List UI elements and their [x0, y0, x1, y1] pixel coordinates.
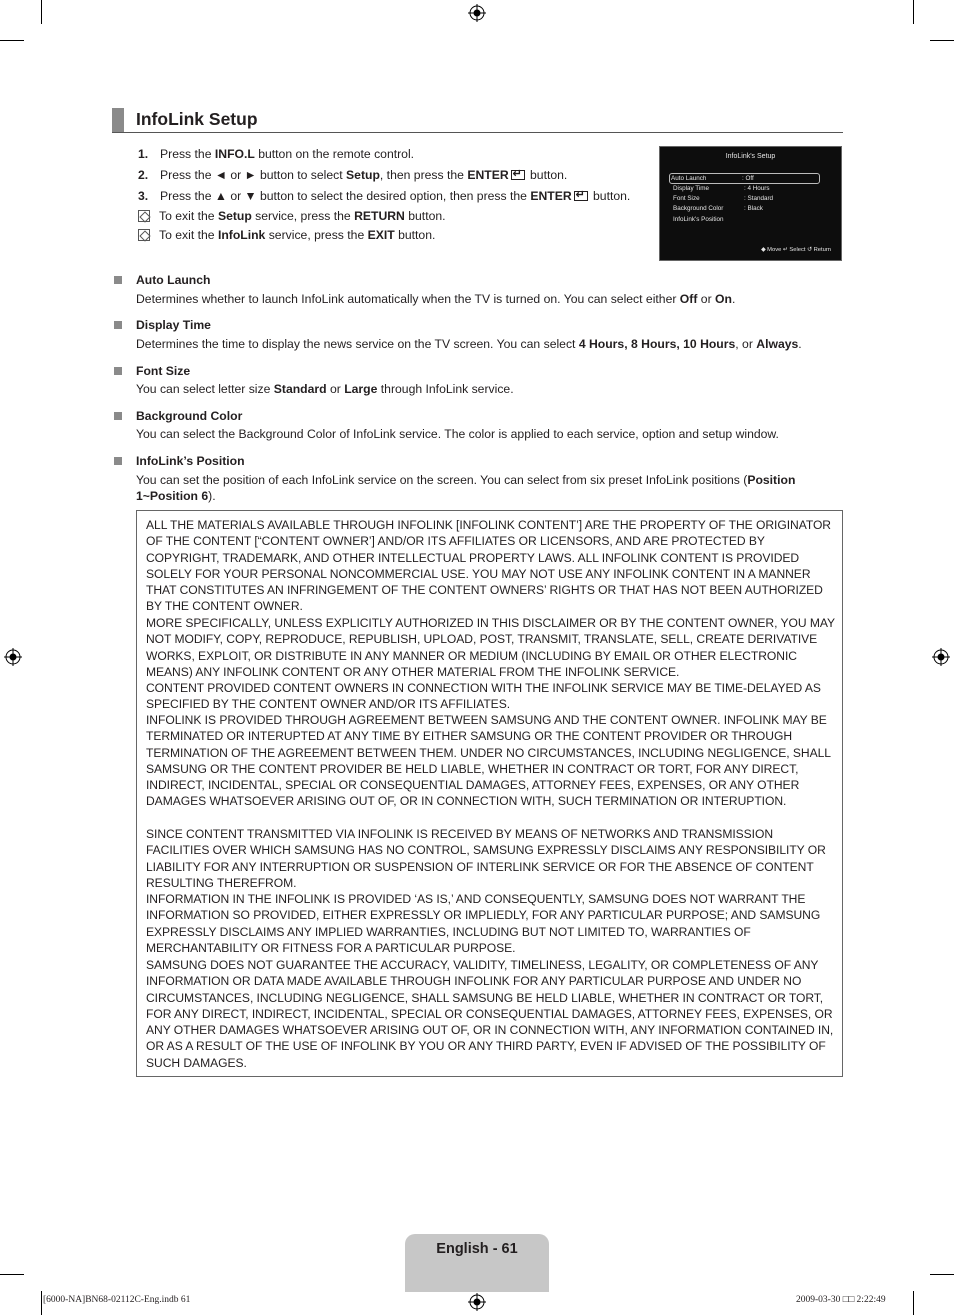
step-bold: INFO.L	[214, 147, 255, 161]
registration-mark-icon	[932, 648, 950, 666]
step-text: , then press the	[379, 168, 468, 182]
step-number: 3.	[138, 189, 149, 203]
disclaimer-paragraph: MORE SPECIFICALLY, UNLESS EXPLICITLY AUTHORIZED IN THIS DISCLAIMER OR BY THE CONTENT OWNER, YOU MAY NOT MODIFY, COPY, REPRODUCE, REPUBLISH, UPLOAD, POST, TRANSMIT, TRANSLATE, SELL, CREATE DERIVATIVE WORKS, EXPLOIT, OR DISTRIBUTE IN ANY MANNER OR MEDIUM (INCLUDING BY EMAIL OR OTHER ELECTRONIC MEANS) ANY INFOLINK CONTENT OR ANY OTHER MATERIAL FROM THE INFOLINK SERVICE.	[146, 616, 835, 679]
osd-value: : 4 Hours	[744, 185, 770, 192]
title-divider	[112, 132, 843, 133]
step-number: 2.	[138, 168, 149, 182]
step-text: Press the ◄ or ► button to select	[160, 168, 347, 182]
option-bold: Position 1~Position 6	[136, 473, 796, 504]
step-2	[138, 167, 567, 183]
step-1	[138, 146, 414, 162]
title-accent-bar	[112, 108, 124, 132]
bullet-icon	[114, 412, 122, 420]
step-text: Press the ▲ or ▼ button to select the desired option, then press the	[160, 189, 531, 203]
osd-infolink-setup-screen	[659, 146, 842, 261]
osd-value: : Standard	[744, 195, 774, 202]
print-file-info: [6000-NA]BN68-02112C-Eng.indb 61	[43, 1295, 191, 1305]
osd-value: : Black	[744, 205, 763, 212]
option-text: or	[326, 382, 345, 396]
disclaimer-paragraph: SAMSUNG DOES NOT GUARANTEE THE ACCURACY, VALIDITY, TIMELINESS, LEGALITY, OR COMPLETENESS OF ANY INFORMATION OR DATA MADE AVAILABLE THROUGH INFOLINK FOR ANY PARTICULAR PURPOSE AND UNDER NO CIRCUMSTANCES, INCLUDING NEGLIGENCE, SHALL SAMSUNG BE HELD LIABLE, WHETHER IN CONTRACT OR TORT, FOR ANY DIRECT, INDIRECT, INCIDENTAL, SPECIAL OR CONSEQUENTIAL DAMAGES, ATTORNEY FEES, EXPENSES, OR ANY OTHER DAMAGES WHATSOEVER ARISING OUT OF, OR IN CONNECTION WITH, ANY INFORMATION CONTAINED IN, OR AS A RESULT OF THE USE OF INFOLINK BY YOU OR ANY THIRD PARTY, EVEN IF ADVISED OF THE POSSIBILITY OF SUCH DAMAGES.	[146, 958, 834, 1070]
note-bold: EXIT	[367, 228, 395, 242]
option-heading: Background Color	[136, 409, 243, 423]
registration-mark-icon	[468, 4, 486, 22]
note-text: service, press the	[251, 209, 355, 223]
crop-mark	[41, 1291, 42, 1315]
option-heading: InfoLink’s Position	[136, 454, 245, 468]
note-text: button.	[394, 228, 436, 242]
step-text: button.	[589, 189, 631, 203]
option-text: or	[697, 292, 716, 306]
osd-key: Background Color	[673, 205, 724, 212]
print-timestamp: 2009-03-30 □□ 2:22:49	[796, 1295, 886, 1305]
osd-value: : Off	[742, 175, 754, 182]
option-heading: Auto Launch	[136, 273, 211, 287]
bullet-icon	[114, 457, 122, 465]
registration-mark-icon	[468, 1293, 486, 1311]
option-bold: Standard	[273, 382, 327, 396]
option-heading: Display Time	[136, 318, 211, 332]
option-bold: 4 Hours, 8 Hours, 10 Hours	[578, 337, 736, 351]
step-bold: ENTER	[530, 189, 572, 203]
crop-mark	[913, 0, 914, 24]
disclaimer-paragraph: CONTENT PROVIDED CONTENT OWNERS IN CONNECTION WITH THE INFOLINK SERVICE MAY BE TIME-DELAYED AS SPECIFIED BY THE CONTENT OWNER AND/OR ITS AFFILIATES.	[146, 681, 821, 712]
note-bold: InfoLink	[217, 228, 266, 242]
option-text: ).	[208, 489, 216, 504]
osd-key: Display Time	[673, 185, 710, 192]
step-3	[138, 188, 630, 204]
bullet-icon	[114, 321, 122, 329]
disclaimer-paragraph: INFOLINK IS PROVIDED THROUGH AGREEMENT BETWEEN SAMSUNG AND THE CONTENT OWNER. INFOLINK MAY BE TERMINATED OR INTERUPTED AT ANY TIME BY EITHER SAMSUNG OR THE CONTENT PROVIDER OR THROUGH TERMINATION OF THE AGREEMENT BETWEEN THEM. UNDER NO CIRCUMSTANCES, INCLUDING NEGLIGENCE, SHALL SAMSUNG OR THE CONTENT PROVIDER BE HELD LIABLE, WHETHER IN CONTRACT OR TORT, FOR ANY DIRECT, INDIRECT, INCIDENTAL, SPECIAL OR CONSEQUENTIAL DAMAGES, ATTORNEY FEES, EXPENSES, OR ANY OTHER DAMAGES WHATSOEVER ARISING OUT OF, OR IN CONNECTION WITH, SUCH TERMINATION OR INTERUPTION.	[146, 713, 831, 809]
crop-mark	[930, 40, 954, 41]
option-text: Determines the time to display the news service on the TV screen. You can select	[136, 337, 579, 351]
option-description	[136, 472, 816, 505]
crop-mark	[41, 0, 42, 24]
crop-mark	[913, 1291, 914, 1315]
option-description	[136, 336, 826, 352]
osd-row-font-size	[672, 194, 818, 203]
disclaimer-paragraph: SINCE CONTENT TRANSMITTED VIA INFOLINK IS RECEIVED BY MEANS OF NETWORKS AND TRANSMISSION FACILITIES OVER WHICH SAMSUNG HAS NO CONTROL, SAMSUNG EXPRESSLY DISCLAIMS ANY RESPONSIBILITY OR LIABILITY FOR ANY INTERRUPTION OR SUSPENSION OF INTERLINK SERVICE OR FOR THE ABSENCE OF CONTENT RESULTING THEREFROM.	[146, 827, 826, 890]
osd-row-position	[672, 215, 818, 224]
note-text: To exit the	[159, 228, 218, 242]
option-text: through InfoLink service.	[377, 382, 514, 396]
note-bold: RETURN	[354, 209, 405, 223]
note-text: button.	[404, 209, 446, 223]
enter-icon	[511, 170, 525, 180]
option-text: You can select the Background Color of InfoLink service. The color is applied to each service, option and setup window.	[136, 427, 779, 441]
step-text: button.	[526, 168, 568, 182]
osd-footer-hints: ◆ Move ↵ Select ↺ Return	[761, 247, 831, 253]
bullet-icon	[114, 276, 122, 284]
step-bold: Setup	[346, 168, 380, 182]
step-number: 1.	[138, 147, 149, 161]
note-icon	[138, 210, 150, 222]
page-number: English - 61	[436, 1241, 518, 1257]
note-icon	[138, 229, 150, 241]
note-2	[138, 227, 435, 243]
note-text: To exit the	[159, 209, 218, 223]
option-text: .	[731, 292, 736, 306]
enter-icon	[574, 191, 588, 201]
option-text: , or	[735, 337, 757, 351]
option-text: You can select letter size	[136, 382, 274, 396]
step-text: button on the remote control.	[254, 147, 415, 161]
disclaimer-paragraph: INFORMATION IN THE INFOLINK IS PROVIDED ‘AS IS,’ AND CONSEQUENTLY, SAMSUNG DOES NOT WARRANT THE INFORMATION SO PROVIDED, EITHER EXPRESSLY OR IMPLIEDLY, FOR ANY PARTICULAR PURPOSE; AND SAMSUNG EXPRESSLY DISCLAIMS ANY IMPLIED WARRANTIES, INCLUDING BUT NOT LIMITED TO, WARRANTIES OF MERCHANTABILITY OR FITNESS FOR A PARTICULAR PURPOSE.	[146, 892, 821, 955]
osd-row-auto-launch	[669, 173, 820, 184]
note-1	[138, 208, 446, 224]
disclaimer-paragraph: ALL THE MATERIALS AVAILABLE THROUGH INFOLINK [INFOLINK CONTENT’] ARE THE PROPERTY OF THE ORIGINATOR OF THE CONTENT [“CONTENT OWNER’] AND/OR ITS AFFILIATES OR LICENSORS, AND ARE PROTECTED BY COPYRIGHT, TRADEMARK, AND OTHER INTELLECTUAL PROPERTY LAWS. ALL INFOLINK CONTENT IS PROVIDED SOLELY FOR YOUR PERSONAL NONCOMMERCIAL USE. YOU MAY NOT USE ANY INFOLINK CONTENT IN A MANNER THAT CONSTITUTES AN INFRINGEMENT OF THE CONTENT OWNERS’ RIGHTS OR THAT HAS NOT BEEN AUTHORIZED BY THE CONTENT OWNER.	[146, 518, 831, 614]
bullet-icon	[114, 367, 122, 375]
option-text: .	[798, 337, 802, 351]
osd-key: InfoLink's Position	[673, 216, 724, 223]
osd-key: Auto Launch	[671, 175, 707, 182]
option-text: You can set the position of each InfoLink service on the screen. You can select from six preset InfoLink positions (	[136, 473, 748, 487]
osd-title: InfoLink's Setup	[725, 153, 776, 160]
step-text: Press the	[160, 147, 215, 161]
option-bold: Always	[756, 337, 799, 351]
step-bold: ENTER	[467, 168, 509, 182]
crop-mark	[930, 1274, 954, 1275]
option-heading: Font Size	[136, 364, 191, 378]
note-text: service, press the	[265, 228, 368, 242]
option-bold: Large	[344, 382, 378, 396]
disclaimer-box	[136, 510, 843, 1077]
crop-mark	[0, 1274, 24, 1275]
option-description	[136, 291, 826, 307]
crop-mark	[0, 40, 24, 41]
note-bold: Setup	[217, 209, 252, 223]
osd-key: Font Size	[673, 195, 700, 202]
option-description	[136, 381, 826, 397]
section-title: InfoLink Setup	[136, 109, 258, 129]
option-bold: Off	[679, 292, 698, 306]
osd-row-background-color	[672, 204, 818, 213]
option-description	[136, 426, 826, 442]
option-bold: On	[715, 292, 732, 306]
registration-mark-icon	[4, 648, 22, 666]
osd-row-display-time	[672, 184, 818, 193]
option-text: Determines whether to launch InfoLink automatically when the TV is turned on. You can select either	[136, 292, 680, 306]
